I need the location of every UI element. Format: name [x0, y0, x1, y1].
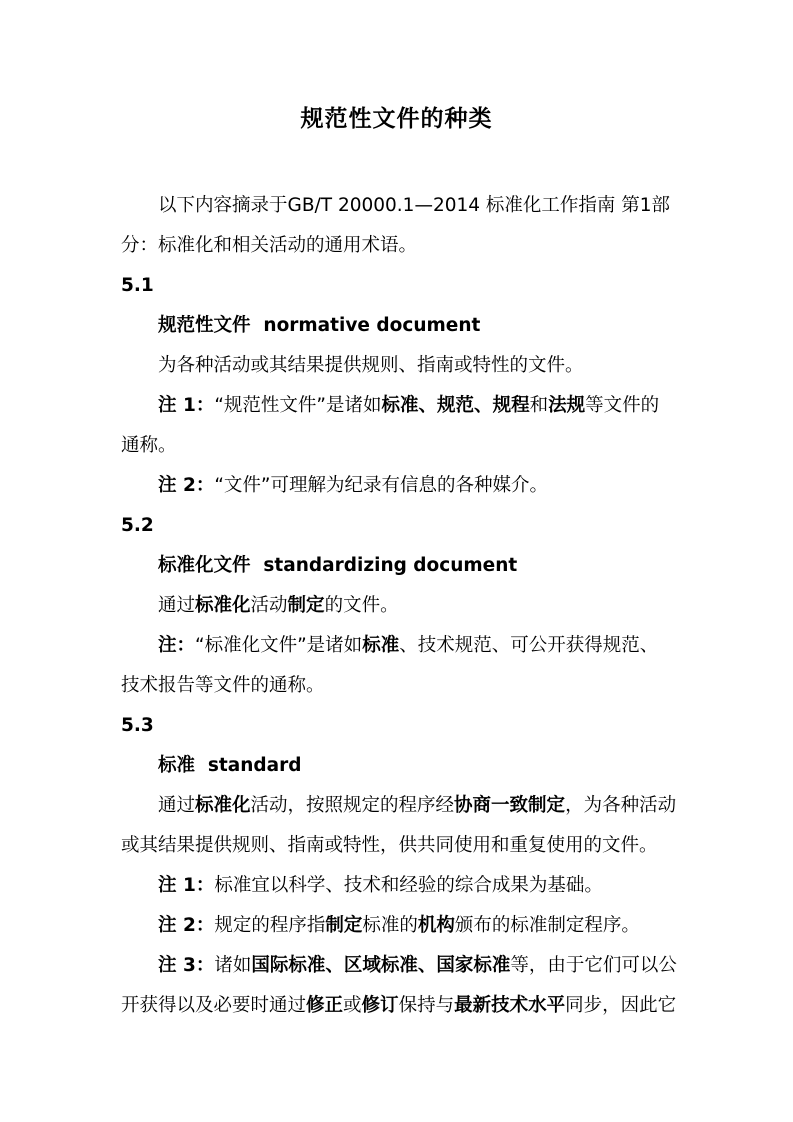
note-label: 注 2：	[158, 475, 215, 496]
note-bold-term: 修正	[306, 995, 344, 1016]
note-text: “标准化文件”是诸如	[195, 635, 363, 656]
note-text: 等文件的	[585, 395, 660, 416]
note-text: 或	[343, 995, 362, 1016]
definition-5-3	[121, 786, 677, 826]
note-bold-sep: 、	[474, 395, 493, 416]
note-5-2	[121, 626, 677, 666]
term-zh: 规范性文件	[158, 315, 251, 336]
note-text: 、技术规范、可公开获得规范、	[399, 635, 659, 656]
note-bold-term: 法规	[548, 395, 586, 416]
term-en: standard	[207, 755, 302, 776]
term-zh: 标准化文件	[158, 555, 251, 576]
term-standardizing-document	[121, 546, 677, 586]
def-text: 通过	[158, 795, 196, 816]
note-text: 和	[529, 395, 549, 416]
note-bold-term: 国际标准、区域标准、国家标准	[251, 955, 511, 976]
note-text: 规定的程序指	[214, 915, 326, 936]
clause-number-5-2: 5.2	[121, 515, 154, 536]
clause-number-5-1: 5.1	[121, 275, 154, 296]
note-text: “规范性文件”是诸如	[214, 395, 382, 416]
note-text: 诸如	[214, 955, 252, 976]
note-label: 注 1：	[158, 875, 215, 896]
term-en: normative document	[263, 315, 481, 336]
note-text: “文件”可理解为纪录有信息的各种媒介。	[214, 475, 548, 496]
definition-5-3-continued: 或其结果提供规则、指南或特性，供共同使用和重复使用的文件。	[121, 835, 658, 856]
note-bold-sep: 、	[418, 395, 438, 416]
note-5-2-continued: 技术报告等文件的通称。	[121, 675, 325, 696]
definition-5-1: 为各种活动或其结果提供规则、指南或特性的文件。	[158, 355, 584, 376]
note-bold-term: 规范	[437, 395, 475, 416]
def-bold: 标准化	[195, 795, 251, 816]
note-label: 注 2：	[158, 915, 215, 936]
def-text: 通过	[158, 595, 196, 616]
note-bold-term: 标准	[381, 395, 419, 416]
term-en: standardizing document	[263, 555, 518, 576]
def-text: 的文件。	[324, 595, 399, 616]
note-label: 注 1：	[158, 395, 215, 416]
intro-line-2: 分：标准化和相关活动的通用术语。	[121, 235, 418, 256]
note-1-5-1-continued: 通称。	[121, 435, 177, 456]
page-title: 规范性文件的种类	[300, 106, 493, 132]
note-1-5-1	[121, 386, 677, 426]
note-2-5-1	[121, 466, 677, 506]
note-bold-term: 规程	[492, 395, 530, 416]
intro-line-1: 以下内容摘录于GB/T 20000.1—2014 标准化工作指南 第1部	[158, 195, 671, 216]
def-text: 活动，按照规定的程序经	[250, 795, 455, 816]
note-2-5-3	[121, 906, 677, 946]
def-text: 活动	[250, 595, 288, 616]
note-label: 注：	[158, 635, 196, 656]
note-bold-term: 制定	[325, 915, 363, 936]
note-text: 同步，因此它	[565, 995, 677, 1016]
note-bold-term: 机构	[417, 915, 455, 936]
note-3-5-3-continued	[121, 986, 677, 1026]
note-text: 颁布的标准制定程序。	[454, 915, 640, 936]
def-bold: 协商一致制定	[454, 795, 566, 816]
note-3-5-3	[121, 946, 677, 986]
note-bold-term: 最新技术水平	[454, 995, 566, 1016]
note-bold-term: 修订	[361, 995, 399, 1016]
note-1-5-3	[121, 866, 677, 906]
note-text: 标准宜以科学、技术和经验的综合成果为基础。	[214, 875, 603, 896]
def-text: ，为各种活动	[565, 795, 677, 816]
note-text: 保持与	[398, 995, 455, 1016]
term-normative-document	[121, 306, 677, 346]
note-text: 开获得以及必要时通过	[121, 995, 307, 1016]
note-label: 注 3：	[158, 955, 215, 976]
note-bold-term: 标准	[362, 635, 400, 656]
note-text: 标准的	[362, 915, 418, 936]
definition-5-2	[121, 586, 677, 626]
def-bold: 制定	[287, 595, 325, 616]
clause-number-5-3: 5.3	[121, 715, 154, 736]
note-text: 等，由于它们可以公	[510, 955, 677, 976]
def-bold: 标准化	[195, 595, 251, 616]
document-body	[121, 186, 677, 1026]
term-standard	[121, 746, 677, 786]
term-zh: 标准	[158, 755, 196, 776]
